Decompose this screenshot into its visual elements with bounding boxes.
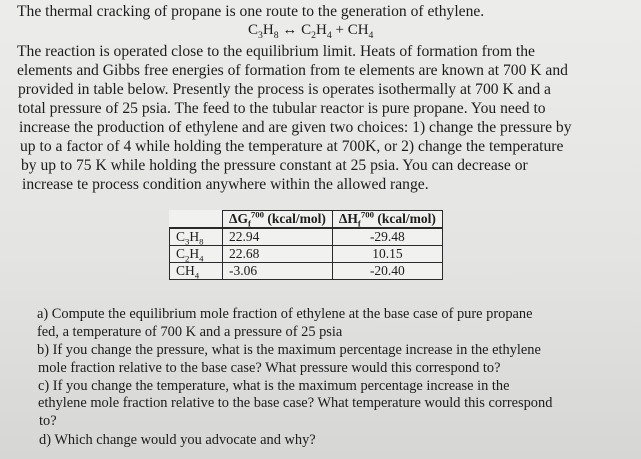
question-line: c) If you change the temperature, what is the maximum percentage increase in the [38, 378, 510, 394]
species-cell: $C_2H_4$ [170, 246, 223, 263]
paragraph-line: total pressure of 25 psia. The feed to the tubular reactor is pure propane. You need to [18, 100, 546, 117]
question-line: d) Which change would you advocate and why? [39, 432, 316, 448]
gibbs-cell: 22.68 [223, 246, 333, 263]
paragraph-line: provided in table below. Presently the process is operates isothermally at 700 K and a [18, 81, 551, 98]
table-row [170, 263, 443, 280]
paragraph-line: elements and Gibbs free energies of formation from te elements are known at 700 K and [17, 62, 568, 79]
gibbs-cell: -3.06 [223, 263, 333, 280]
paragraph-line: up to a factor of 4 while holding the temperature at 700K, or 2) change the temperature [20, 138, 564, 155]
paragraph-line: by up to 75 K while holding the pressure constant at 25 psia. You can decrease or [21, 157, 528, 174]
paragraph-line: The reaction is operated close to the equilibrium limit. Heats of formation from the [17, 43, 535, 60]
question-line: ethylene mole fraction relative to the base case? What temperature would this correspond [38, 395, 553, 411]
product-ethylene: $C_2H_4$ [301, 22, 332, 41]
plus-sign: + [335, 22, 344, 38]
table-row [170, 228, 443, 246]
enthalpy-header: $\Delta H_f^{700}$ (kcal/mol) [332, 211, 442, 229]
paragraph-line: increase the production of ethylene and are given two choices: 1) change the pressure by [19, 119, 572, 136]
product-methane: $CH_4$ [347, 22, 374, 41]
table-corner-cell [170, 211, 223, 229]
table-header-row [170, 211, 443, 229]
enthalpy-cell: 10.15 [332, 246, 442, 263]
paragraph-line: increase te process condition anywhere within the allowed range. [22, 176, 429, 193]
reactant-propane: $C_3H_8$ [248, 22, 279, 41]
question-line: mole fraction relative to the base case? What pressure would this correspond to? [38, 360, 501, 376]
species-cell: $CH_4$ [170, 263, 223, 280]
enthalpy-cell: -20.40 [332, 263, 442, 280]
species-cell: $C_3H_8$ [170, 228, 223, 246]
question-line: to? [39, 413, 57, 429]
question-line: fed, a temperature of 700 K and a pressure of 25 psia [37, 324, 343, 340]
equilibrium-arrow: ↔ [282, 22, 298, 38]
reaction-equation [248, 22, 373, 39]
intro-line: The thermal cracking of propane is one route to the generation of ethylene. [17, 3, 485, 20]
question-line: b) If you change the pressure, what is the maximum percentage increase in the ethylene [37, 342, 541, 358]
question-line: a) Compute the equilibrium mole fraction of ethylene at the base case of pure propane [37, 306, 533, 322]
thermo-data-table [169, 210, 443, 280]
gibbs-cell: 22.94 [223, 228, 333, 246]
enthalpy-cell: -29.48 [332, 228, 442, 246]
gibbs-header: $\Delta G_f^{700}$ (kcal/mol) [223, 211, 333, 229]
table-row [170, 246, 443, 263]
